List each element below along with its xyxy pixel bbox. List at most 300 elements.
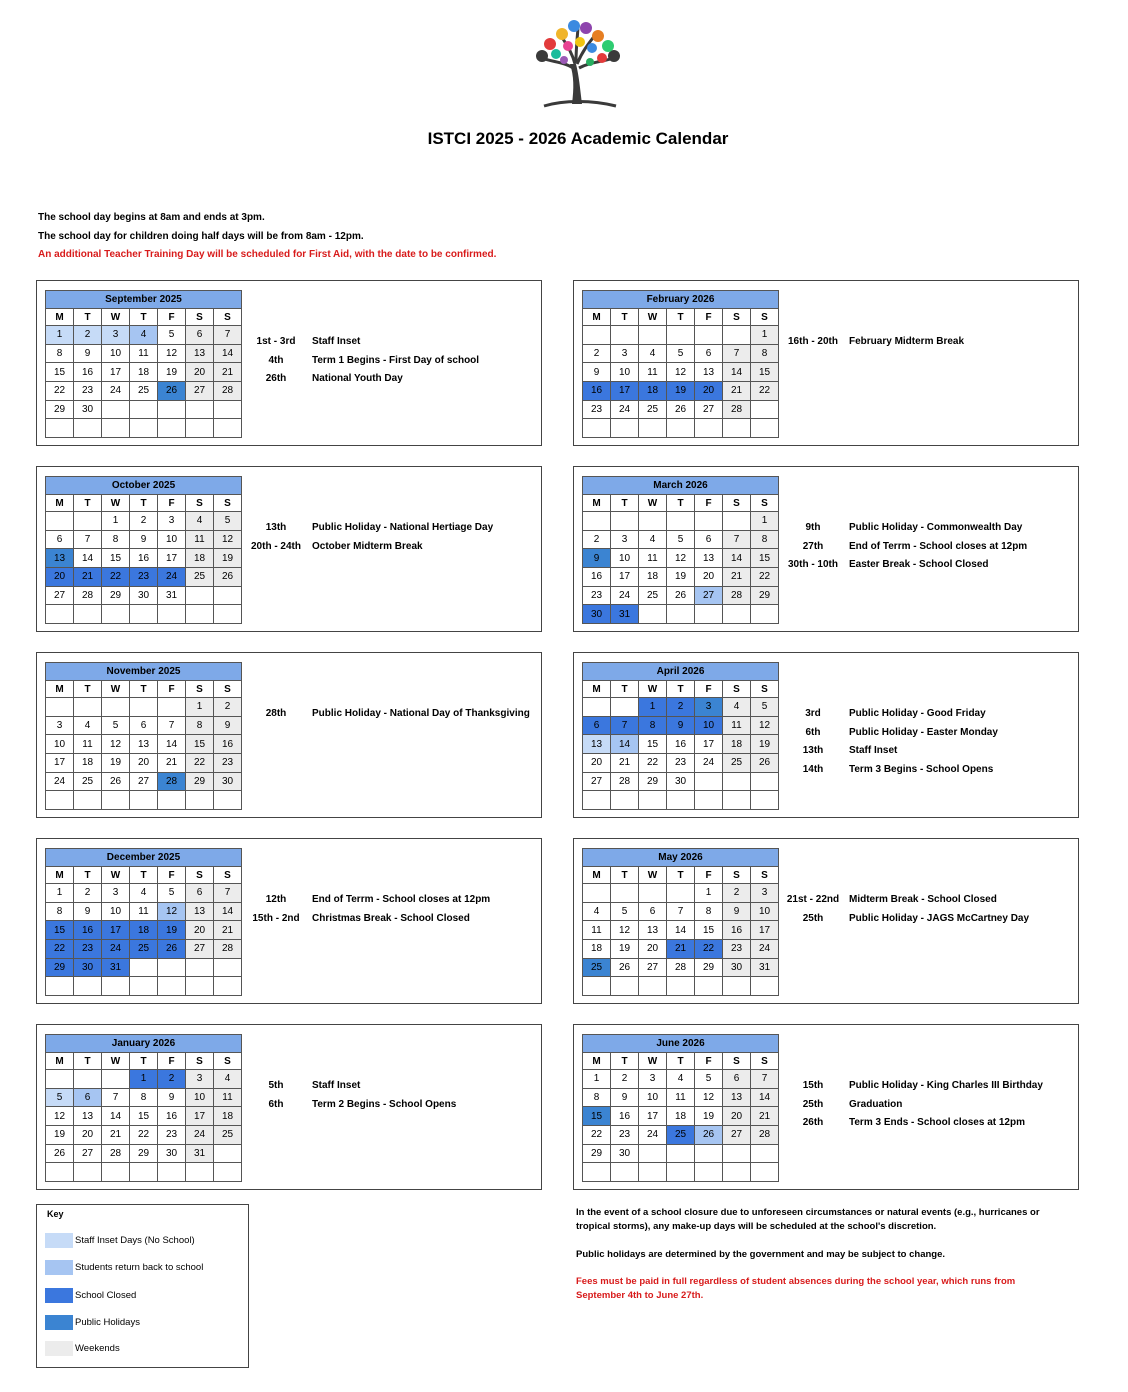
weekday-header: T [74,681,102,698]
empty-cell [74,791,102,810]
day-cell: 25 [639,586,667,605]
empty-cell [723,605,751,624]
month-grid [45,290,242,438]
day-cell: 4 [639,530,667,549]
empty-cell [667,1144,695,1163]
day-cell: 24 [611,400,639,419]
day-cell: 1 [695,884,723,903]
month-panel-september-2025 [36,280,542,446]
day-cell: 19 [611,940,639,959]
empty-cell [214,1163,242,1182]
event-description: Public Holiday - Commonwealth Day [849,522,1023,533]
empty-cell [695,326,723,345]
day-cell: 9 [583,363,611,382]
empty-cell [667,791,695,810]
month-panel-may-2026 [573,838,1079,1004]
day-cell: 30 [611,1144,639,1163]
empty-cell [74,419,102,438]
day-cell: 23 [130,568,158,587]
day-cell: 16 [667,735,695,754]
day-cell: 7 [667,902,695,921]
day-cell: 21 [751,1107,779,1126]
event-row [245,333,537,352]
event-date: 15th - 2nd [252,912,300,924]
day-cell: 2 [723,884,751,903]
day-cell: 1 [186,698,214,717]
day-cell: 3 [611,344,639,363]
empty-cell [751,419,779,438]
day-cell: 17 [158,549,186,568]
day-cell: 30 [130,586,158,605]
weekday-header: T [611,867,639,884]
day-cell: 28 [158,772,186,791]
empty-cell [723,1144,751,1163]
day-cell: 2 [74,884,102,903]
day-cell: 17 [611,382,639,401]
empty-cell [158,958,186,977]
day-cell: 24 [751,940,779,959]
day-cell: 26 [102,772,130,791]
event-description: Public Holiday - National Hertiage Day [312,522,494,533]
event-description: October Midterm Break [312,540,423,552]
day-cell: 3 [695,698,723,717]
empty-cell [102,698,130,717]
day-cell: 8 [583,1088,611,1107]
day-cell: 26 [695,1126,723,1145]
empty-cell [611,884,639,903]
weekday-header: F [158,681,186,698]
empty-cell [214,605,242,624]
day-cell: 30 [214,772,242,791]
day-cell: 9 [74,902,102,921]
day-cell: 7 [723,344,751,363]
event-date: 30th - 10th [787,559,838,571]
day-cell: 3 [639,1070,667,1089]
day-cell: 3 [46,716,74,735]
day-cell: 4 [130,326,158,345]
day-cell: 19 [102,754,130,773]
day-cell: 20 [46,568,74,587]
empty-cell [695,977,723,996]
empty-cell [751,400,779,419]
day-cell: 28 [611,772,639,791]
event-date: 5th [268,1080,284,1091]
day-cell: 16 [583,382,611,401]
day-cell: 3 [102,326,130,345]
event-description: End of Terrm - School closes at 12pm [312,894,491,905]
day-cell: 15 [583,1107,611,1126]
weekday-header: M [46,309,74,326]
weekday-header: T [667,495,695,512]
day-cell: 24 [158,568,186,587]
day-cell: 1 [46,326,74,345]
weekday-header: T [74,1053,102,1070]
day-cell: 5 [667,530,695,549]
day-cell: 26 [611,958,639,977]
month-grid [582,1034,779,1182]
day-cell: 14 [214,344,242,363]
day-cell: 15 [751,549,779,568]
day-cell: 18 [130,363,158,382]
event-date: 25th [802,1098,824,1110]
empty-cell [723,772,751,791]
day-cell: 4 [186,512,214,531]
day-cell: 7 [214,884,242,903]
day-cell: 18 [214,1107,242,1126]
day-cell: 20 [723,1107,751,1126]
day-cell: 28 [723,586,751,605]
event-description: Midterm Break - School Closed [849,894,997,905]
month-events [782,891,1074,928]
event-description: National Youth Day [312,373,403,385]
weekday-header: M [46,867,74,884]
month-panel-june-2026 [573,1024,1079,1190]
day-cell: 24 [639,1126,667,1145]
day-cell: 11 [583,921,611,940]
event-date: 3rd [805,708,821,719]
day-cell: 25 [214,1126,242,1145]
day-cell: 23 [214,754,242,773]
day-cell: 22 [186,754,214,773]
empty-cell [102,791,130,810]
day-cell: 22 [583,1126,611,1145]
empty-cell [186,977,214,996]
day-cell: 21 [723,382,751,401]
day-cell: 31 [186,1144,214,1163]
event-date: 6th [268,1098,284,1110]
day-cell: 28 [74,586,102,605]
empty-cell [46,1070,74,1089]
weekday-header: M [583,1053,611,1070]
day-cell: 27 [695,400,723,419]
day-cell: 5 [158,326,186,345]
day-cell: 5 [214,512,242,531]
day-cell: 5 [158,884,186,903]
day-cell: 7 [214,326,242,345]
day-cell: 12 [751,716,779,735]
weekday-header: S [723,867,751,884]
day-cell: 16 [74,921,102,940]
day-cell: 18 [583,940,611,959]
empty-cell [102,1070,130,1089]
day-cell: 16 [214,735,242,754]
month-panel-april-2026 [573,652,1079,818]
day-cell: 13 [639,921,667,940]
day-cell: 24 [611,586,639,605]
day-cell: 17 [751,921,779,940]
weekday-header: S [214,495,242,512]
day-cell: 27 [723,1126,751,1145]
event-date: 20th - 24th [250,540,301,552]
day-cell: 13 [723,1088,751,1107]
day-cell: 9 [723,902,751,921]
empty-cell [46,1163,74,1182]
event-description: Public Holiday - JAGS McCartney Day [849,912,1030,924]
event-description: Staff Inset [312,1080,361,1091]
empty-cell [723,419,751,438]
month-events [245,891,537,928]
month-name: November 2025 [46,663,242,681]
day-cell: 17 [695,735,723,754]
empty-cell [214,977,242,996]
day-cell: 3 [751,884,779,903]
day-cell: 16 [611,1107,639,1126]
day-cell: 12 [667,549,695,568]
day-cell: 9 [158,1088,186,1107]
event-row [245,370,537,389]
day-cell: 6 [583,716,611,735]
day-cell: 25 [74,772,102,791]
month-events [245,519,537,556]
day-cell: 7 [751,1070,779,1089]
day-cell: 27 [46,586,74,605]
day-cell: 3 [186,1070,214,1089]
day-cell: 2 [158,1070,186,1089]
weekday-header: T [611,1053,639,1070]
day-cell: 25 [723,754,751,773]
empty-cell [130,977,158,996]
empty-cell [102,400,130,419]
day-cell: 21 [158,754,186,773]
month-events [245,1077,537,1114]
day-cell: 11 [639,549,667,568]
month-name: October 2025 [46,477,242,495]
weekday-header: F [695,867,723,884]
day-cell: 1 [130,1070,158,1089]
event-date: 27th [802,540,824,552]
key-label-closed: School Closed [75,1290,137,1301]
day-cell: 14 [667,921,695,940]
empty-cell [102,419,130,438]
empty-cell [102,605,130,624]
day-cell: 9 [214,716,242,735]
day-cell: 2 [214,698,242,717]
day-cell: 7 [74,530,102,549]
month-events [782,519,1074,575]
key-item-public-holiday [45,1315,245,1330]
day-cell: 24 [186,1126,214,1145]
day-cell: 11 [130,902,158,921]
day-cell: 17 [611,568,639,587]
day-cell: 1 [583,1070,611,1089]
page-title: ISTCI 2025 - 2026 Academic Calendar [427,129,729,148]
event-date: 4th [268,354,284,366]
empty-cell [214,1144,242,1163]
intro-line-hours: The school day begins at 8am and ends at 3pm. [38,212,265,223]
day-cell: 20 [583,754,611,773]
day-cell: 5 [695,1070,723,1089]
empty-cell [667,605,695,624]
day-cell: 15 [102,549,130,568]
day-cell: 23 [667,754,695,773]
empty-cell [611,326,639,345]
weekday-header: S [186,681,214,698]
day-cell: 1 [751,512,779,531]
month-grid [45,848,242,996]
day-cell: 18 [639,382,667,401]
weekday-header: T [611,495,639,512]
weekday-header: F [695,495,723,512]
event-row [245,352,537,371]
empty-cell [695,605,723,624]
day-cell: 11 [723,716,751,735]
day-cell: 15 [186,735,214,754]
day-cell: 1 [751,326,779,345]
day-cell: 26 [214,568,242,587]
empty-cell [158,698,186,717]
day-cell: 17 [102,921,130,940]
weekday-header: W [639,867,667,884]
event-description: End of Terrm - School closes at 12pm [849,540,1028,552]
day-cell: 26 [667,586,695,605]
day-cell: 22 [639,754,667,773]
empty-cell [130,698,158,717]
event-description: Easter Break - School Closed [849,559,989,571]
day-cell: 27 [130,772,158,791]
day-cell: 9 [667,716,695,735]
empty-cell [639,605,667,624]
day-cell: 21 [102,1126,130,1145]
note-fees: Fees must be paid in full regardless of student absences during the school year, which runs from September 4th to June 27th. [576,1276,1016,1301]
weekday-header: S [751,681,779,698]
day-cell: 23 [583,400,611,419]
empty-cell [130,400,158,419]
day-cell: 10 [611,549,639,568]
empty-cell [583,419,611,438]
empty-cell [46,977,74,996]
month-panel-november-2025 [36,652,542,818]
empty-cell [130,1163,158,1182]
day-cell: 13 [74,1107,102,1126]
day-cell: 27 [186,940,214,959]
empty-cell [186,419,214,438]
day-cell: 28 [723,400,751,419]
weekday-header: M [583,309,611,326]
event-row [782,556,1074,575]
empty-cell [186,586,214,605]
day-cell: 16 [723,921,751,940]
empty-cell [723,977,751,996]
event-row [782,519,1074,538]
event-row [782,761,1074,780]
day-cell: 28 [214,382,242,401]
day-cell: 25 [667,1126,695,1145]
day-cell: 6 [46,530,74,549]
day-cell: 11 [130,344,158,363]
month-panel-february-2026 [573,280,1079,446]
day-cell: 27 [695,586,723,605]
day-cell: 6 [74,1088,102,1107]
empty-cell [158,1163,186,1182]
day-cell: 29 [639,772,667,791]
month-events [245,333,537,389]
day-cell: 2 [74,326,102,345]
day-cell: 17 [186,1107,214,1126]
empty-cell [611,791,639,810]
day-cell: 22 [695,940,723,959]
event-description: Public Holiday - Easter Monday [849,726,998,738]
event-description: Graduation [849,1098,903,1110]
empty-cell [723,512,751,531]
empty-cell [611,512,639,531]
day-cell: 21 [214,921,242,940]
empty-cell [46,791,74,810]
day-cell: 7 [723,530,751,549]
weekday-header: F [158,495,186,512]
day-cell: 30 [158,1144,186,1163]
key-item-inset [45,1233,245,1248]
day-cell: 31 [158,586,186,605]
day-cell: 16 [130,549,158,568]
day-cell: 8 [46,344,74,363]
empty-cell [695,512,723,531]
day-cell: 31 [102,958,130,977]
event-row [782,538,1074,557]
event-date: 13th [265,522,287,533]
event-row [245,519,537,538]
day-cell: 25 [639,400,667,419]
key-item-weekends [45,1341,245,1356]
day-cell: 4 [74,716,102,735]
event-date: 21st - 22nd [786,894,840,905]
month-name: December 2025 [46,849,242,867]
day-cell: 22 [751,382,779,401]
empty-cell [667,419,695,438]
key-item-return [45,1260,245,1275]
day-cell: 16 [583,568,611,587]
weekday-header: S [186,495,214,512]
weekday-header: W [639,681,667,698]
day-cell: 1 [639,698,667,717]
empty-cell [583,698,611,717]
event-row [245,538,537,557]
day-cell: 12 [102,735,130,754]
day-cell: 26 [158,940,186,959]
empty-cell [751,605,779,624]
day-cell: 19 [46,1126,74,1145]
empty-cell [583,512,611,531]
empty-cell [639,791,667,810]
day-cell: 13 [186,344,214,363]
empty-cell [611,698,639,717]
weekday-header: F [158,309,186,326]
day-cell: 21 [667,940,695,959]
weekday-header: W [639,309,667,326]
event-description: Term 3 Begins - School Opens [849,764,994,776]
event-date: 15th [802,1080,824,1091]
weekday-header: M [583,681,611,698]
day-cell: 13 [695,549,723,568]
day-cell: 5 [611,902,639,921]
weekday-header: M [46,495,74,512]
month-panel-march-2026 [573,466,1079,632]
weekday-header: S [214,681,242,698]
empty-cell [186,791,214,810]
day-cell: 15 [695,921,723,940]
day-cell: 20 [130,754,158,773]
day-cell: 11 [214,1088,242,1107]
day-cell: 23 [583,586,611,605]
empty-cell [214,419,242,438]
day-cell: 29 [46,958,74,977]
day-cell: 27 [639,958,667,977]
day-cell: 12 [667,363,695,382]
month-grid [582,476,779,624]
weekday-header: W [639,495,667,512]
empty-cell [751,1163,779,1182]
day-cell: 23 [158,1126,186,1145]
empty-cell [583,326,611,345]
